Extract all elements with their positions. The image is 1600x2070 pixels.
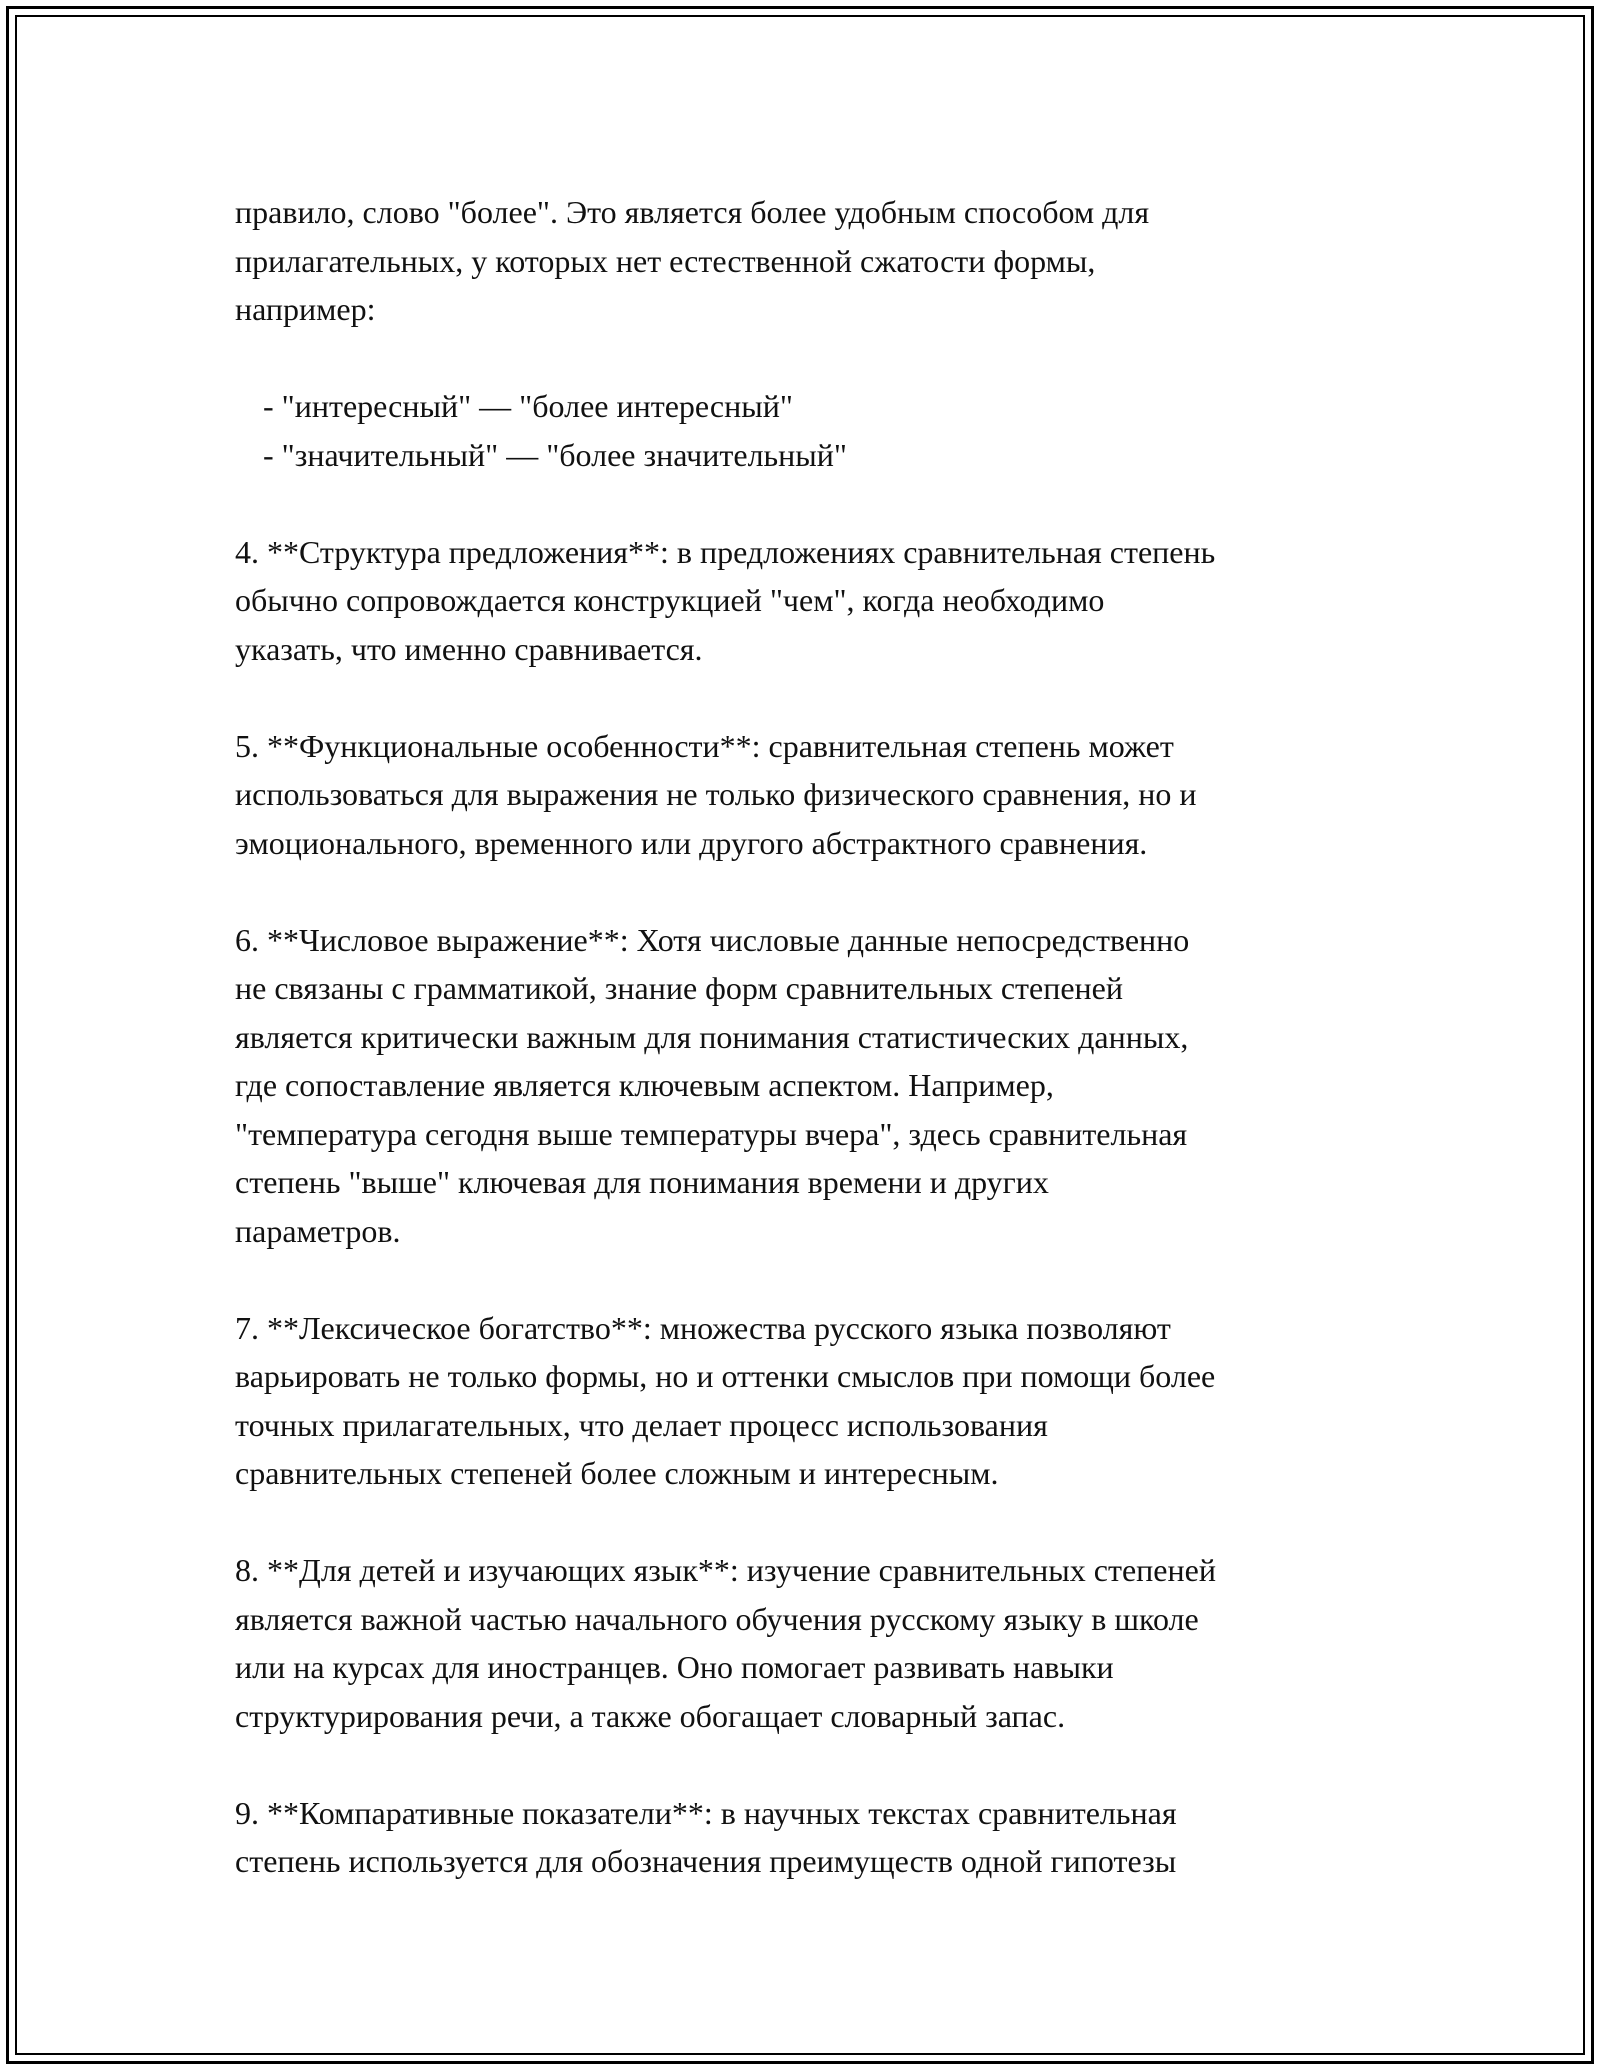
list-item-6: 6. **Числовое выражение**: Хотя числовые данные непосредственно не связаны с грамматикой, знание форм сравнительных степеней является критически важным для понимания статистических данных, где сопоставление является ключевым аспектом. Например, "температура сегодня выше температуры вчера", здесь сравнительная степень "выше" ключевая для понимания времени и других параметров. (235, 921, 1190, 1249)
intro-paragraph: правило, слово "более". Это является более удобным способом для прилагательных, у которых нет естественной сжатости формы, например: (235, 194, 1150, 327)
spacer (235, 334, 1395, 383)
list-item-7: 7. **Лексическое богатство**: множества русского языка позволяют варьировать не только формы, но и оттенки смыслов при помощи более точных прилагательных, что делает процесс использования сравнительных степеней более сложным и интересным. (235, 1309, 1216, 1491)
spacer (235, 1255, 1395, 1304)
document-body (235, 188, 1395, 1886)
example-item: - "интересный" — "более интересный" (263, 388, 793, 424)
spacer (235, 867, 1395, 916)
spacer (235, 673, 1395, 722)
list-item-4: 4. **Структура предложения**: в предложениях сравнительная степень обычно сопровождается конструкцией "чем", когда необходимо указать, что именно сравнивается. (235, 533, 1216, 667)
list-item-8: 8. **Для детей и изучающих язык**: изучение сравнительных степеней является важной частью начального обучения русскому языку в школе или на курсах для иностранцев. Оно помогает развивать навыки структурирования речи, а также обогащает словарный запас. (235, 1552, 1216, 1734)
spacer (235, 479, 1395, 528)
example-item: - "значительный" — "более значительный" (263, 436, 847, 473)
list-item-9: 9. **Компаративные показатели**: в научных текстах сравнительная степень используется для обозначения преимуществ одной гипотезы (235, 1794, 1177, 1879)
spacer (235, 1740, 1395, 1789)
spacer (235, 1498, 1395, 1547)
list-item-5: 5. **Функциональные особенности**: сравнительная степень может использоваться для выражения не только физического сравнения, но и эмоционального, временного или другого абстрактного сравнения. (235, 727, 1197, 861)
